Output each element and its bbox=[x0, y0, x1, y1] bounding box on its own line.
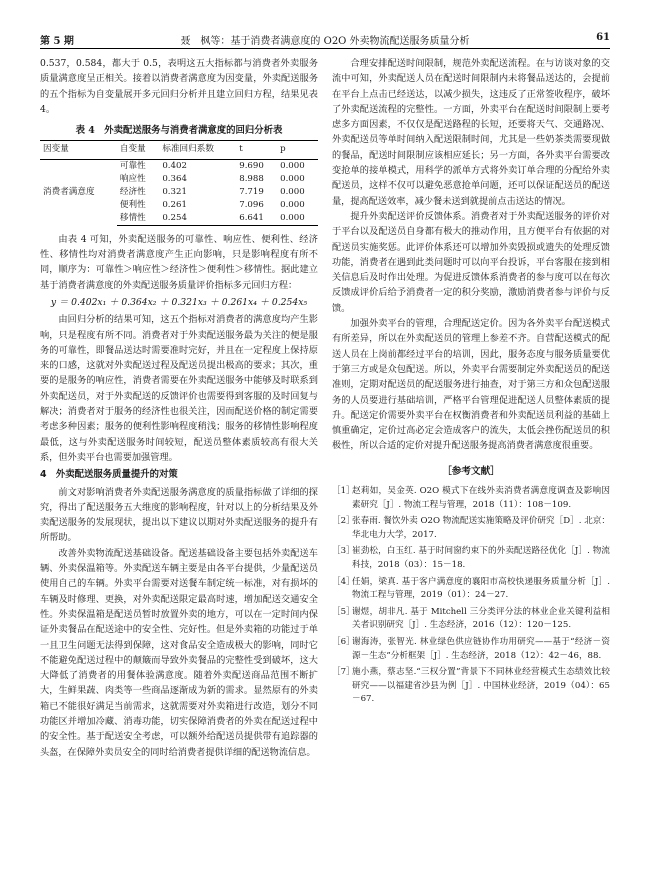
reference-item bbox=[332, 515, 610, 542]
table-header: t bbox=[236, 141, 277, 159]
reference-item bbox=[332, 576, 610, 603]
page-number: 61 bbox=[596, 32, 610, 43]
table-cell: 0.000 bbox=[277, 212, 318, 226]
table-header: p bbox=[277, 141, 318, 159]
table-header: 标准回归系数 bbox=[159, 141, 236, 159]
section-heading: 4 外卖配送服务质量提升的对策 bbox=[40, 469, 178, 481]
reference-item bbox=[332, 485, 610, 512]
reference-number: ［6］ bbox=[332, 636, 355, 647]
reference-item bbox=[332, 545, 610, 572]
paragraph: 改善外卖物流配送基础设备。配送基础设备主要包括外卖配送车辆、外卖保温箱等。外卖配送车辆主要是由各平台提供，少量配送员使用自己的车辆。外卖平台需要对送餐车制定统一标准，对有损坏的车辆及时修理、更换，对外卖配送限定最高时速，增加配送交通安全性。外卖保温箱是配送员暂时放置外卖的地方，可以在一定时间内保证外卖餐品在配送途中的安全性、完好性。但是外卖箱的功能过于单一且卫生问题无法得到保障，这对食品安全造成极大的影响，同时它不能避免配送过程中的颠簸而导致外卖餐品的完整性受到破坏，这大大降低了消费者的用餐体验满意度。随着外卖配送商品范围不断扩大，生鲜果蔬、肉类等一些商品逐渐成为新的需求。显然原有的外卖箱已不能很好满足当前需求，这就需要对外卖箱进行改造，划分不同功能区并增加冷藏、消毒功能，切实保障消费者的外卖在配送过程中的安全性。基于配送安全考虑，可以额外给配送员提供带有追踪器的头盔，在保障外卖员安全的同时给消费者提供详细的配送物流信息。 bbox=[40, 547, 318, 758]
reference-text: 谢煜，胡非凡. 基于 Mitchell 三分类评分法的林业企业关键利益相关者识别研究［J］. 生态经济，2016（12）：120－125. bbox=[352, 606, 610, 631]
table-cell: 8.988 bbox=[239, 173, 264, 184]
paragraph: 前文对影响消费者外卖配送服务满意度的质量指标做了详细的探究，得出了配送服务五大维度的影响程度，针对以上的分析结果及外卖配送服务的发展现状，提出以下建议以期对外卖配送服务的提升有所帮助。 bbox=[40, 486, 318, 544]
table-cell: 0.364 bbox=[162, 173, 187, 184]
reference-text: 崔劲松，白玉红. 基于时间窗约束下的外卖配送路径优化［J］. 物流科技，2018（03）：15－18. bbox=[352, 546, 610, 570]
table-cell: 6.641 bbox=[236, 212, 277, 226]
table-cell: 7.719 bbox=[239, 186, 264, 197]
table-cell: 9.690 bbox=[239, 160, 264, 171]
table-header: 因变量 bbox=[40, 141, 117, 159]
reference-item bbox=[332, 636, 610, 663]
reference-number: ［2］ bbox=[332, 516, 355, 527]
running-header bbox=[40, 30, 610, 48]
reference-text: 施小燕，蔡志坚.“三权分置”背景下不同林业经营模式生态绩效比较研究——以福建省沙县为例［J］. 中国林业经济，2019（04）：65－67. bbox=[352, 667, 610, 705]
running-title: 聂 枫等：基于消费者满意度的 O2O 外卖物流配送服务质量分析 bbox=[180, 36, 470, 47]
table-cell: 7.096 bbox=[239, 199, 264, 210]
paragraph: 合理安排配送时间限制，规范外卖配送流程。在与访谈对象的交流中可知，外卖配送人员在配送时间限制内未将餐品送达的，会提前在平台上点击已经送达，以减少损失，这违反了正常签收程序，破坏了外卖配送流程的完整性。一方面，外卖平台在配送时间限制上要考虑多方面因素，不仅仅是配送路程的长短，还要将天气、交通路况、外卖配送员等单时间纳入配送限制时间，尤其是一些奶茶类需要现做的餐品，配送时间限制应该相应延长；另一方面，各外卖平台需要改变抢单的接单模式，用科学的派单方式将外卖订单合理的分配给外卖配送员，这样不仅可以避免恶意抢单问题，还可以保证配送员的配送量，提高配送效率，减少餐未送到就提前点击送达的情况。 bbox=[332, 58, 610, 207]
reference-text: 赵莉如，吴金英. O2O 模式下在线外卖消费者满意度调查及影响因素研究［J］. 物流工程与管理，2018（11）：108－109. bbox=[352, 486, 610, 510]
paragraph: 0.537，0.584，都大于 0.5，表明这五大指标都与消费者外卖服务质量满意度呈正相关。接着以消费者满意度为因变量，外卖配送服务的五个指标为自变量展开多元回归分析并且建立回归方程，结果见表 4。 bbox=[40, 58, 318, 115]
reference-number: ［5］ bbox=[332, 606, 355, 617]
right-column bbox=[332, 56, 610, 710]
reference-list bbox=[332, 485, 610, 707]
table-cell: 0.261 bbox=[162, 199, 187, 210]
reference-number: ［3］ bbox=[332, 546, 355, 557]
table-cell: 0.254 bbox=[159, 212, 236, 226]
table-cell: 经济性 bbox=[119, 186, 146, 197]
paragraph: 加强外卖平台的管理，合理配送定价。因为各外卖平台配送模式有所差异，所以在外卖配送员的管理上参差不齐。自营配送模式的配送人员在上岗前都经过平台的培训，因此，服务态度与服务质量要优于第三方或是众包配送。所以，外卖平台需要制定外卖配送员的配送准则，定期对配送员的配送服务进行抽查，对于第三方和众包配送服务的人员要进行基础培训，严格平台管理促进配送人员整体素质的提升。配送定价需要外卖平台在权衡消费者和外卖配送员利益的基础上慎重确定，定价过高必定会造成客户的流失，太低会挫伤配送员的积极性，所以合适的定价对提升配送服务提高消费者满意度很重要。 bbox=[332, 318, 610, 452]
table-cell: 0.000 bbox=[280, 173, 305, 184]
reference-number: ［1］ bbox=[332, 486, 355, 497]
references-heading: ［参考文献］ bbox=[442, 465, 500, 477]
reference-item bbox=[332, 606, 610, 633]
reference-text: 任娟，梁真. 基于客户满意度的襄阳市高校快递服务质量分析［J］. 物流工程与管理，2019（01）：24－27. bbox=[352, 576, 610, 601]
table-cell: 0.321 bbox=[162, 186, 187, 197]
reference-text: 张春雨. 餐饮外卖 O2O 物流配送实施策略及评价研究［D］. 北京：华北电力大学，2017. bbox=[352, 516, 610, 540]
table-row bbox=[40, 159, 318, 173]
dependent-variable: 消费者满意度 bbox=[43, 187, 95, 198]
regression-table bbox=[40, 140, 318, 225]
header-rule bbox=[40, 48, 610, 49]
paragraph: 由表 4 可知，外卖配送服务的可靠性、响应性、便利性、经济性、移情性均对消费者满意度产生正向影响，只是影响程度有所不同，顺序为：可靠性＞响应性＞经济性＞便利性＞移情性。据此建立基于消费者满意度的外卖配送服务质量评价指标多元回归方程： bbox=[40, 233, 318, 291]
table-cell: 0.402 bbox=[162, 160, 187, 171]
table-cell: 0.000 bbox=[280, 199, 305, 210]
table-caption: 表 4 外卖配送服务与消费者满意度的回归分析表 bbox=[75, 125, 283, 137]
table-cell: 响应性 bbox=[119, 173, 146, 184]
table-cell: 便利性 bbox=[119, 199, 146, 210]
table-cell: 可靠性 bbox=[119, 160, 146, 171]
paragraph: 由回归分析的结果可知，这五个指标对消费者的满意度均产生影响，只是程度有所不同。消费者对于外卖配送服务最为关注的便是服务的可靠性，即餐品送达时需要准时完好，并且在一定程度上保持原来的口感，这就对外卖配送过程及配送员提出极高的要求；其次，重要的是服务的响应性，消费者需要在外卖配送服务中能够及时联系到外卖配送员，对于外卖配送的反馈评价也需要得到客服的及时回复与解决；消费者对于服务的经济性也很关注，因而配送价格的制定需要考虑多种因素；服务的便利性影响程度稍浅；服务的移情性影响程度最低，这与外卖配送服务时间较短，配送员整体素质较高有很大关系，但外卖平台也需要加强管理。 bbox=[40, 314, 318, 463]
left-column bbox=[40, 56, 318, 760]
reference-item bbox=[332, 666, 610, 707]
reference-number: ［7］ bbox=[332, 667, 355, 678]
regression-equation: y ＝ 0.402x₁ ＋ 0.364x₂ ＋ 0.321x₃ ＋ 0.261x₄ ＋ 0.254x₅ bbox=[50, 296, 308, 308]
reference-number: ［4］ bbox=[332, 576, 355, 587]
reference-text: 谢海涛，张智光. 林业绿色供应链协作功用研究——基于“经济－资源－生态”分析框架［J］. 生态经济，2018（12）：42－46，88. bbox=[352, 636, 610, 661]
table-cell: 0.000 bbox=[280, 186, 305, 197]
table-cell: 移情性 bbox=[117, 212, 159, 226]
issue-number: 第 5 期 bbox=[40, 36, 74, 47]
table-header: 自变量 bbox=[117, 141, 159, 159]
paragraph: 提升外卖配送评价反馈体系。消费者对于外卖配送服务的评价对于平台以及配送员自身都有极大的推动作用，且方便平台有依据的对配送员实施奖惩。此评价体系还可以增加外卖毁损或遗失的处理反馈功能，消费者在遇到此类问题时可以向平台投诉，平台客服在接到相关信息后及时作出处理。为促进反馈体系消费者的参与度可以在每次反馈成评价后给予消费者一定的积分奖励，激励消费者参与评价与反馈。 bbox=[332, 210, 610, 314]
table-cell: 0.000 bbox=[280, 160, 305, 171]
